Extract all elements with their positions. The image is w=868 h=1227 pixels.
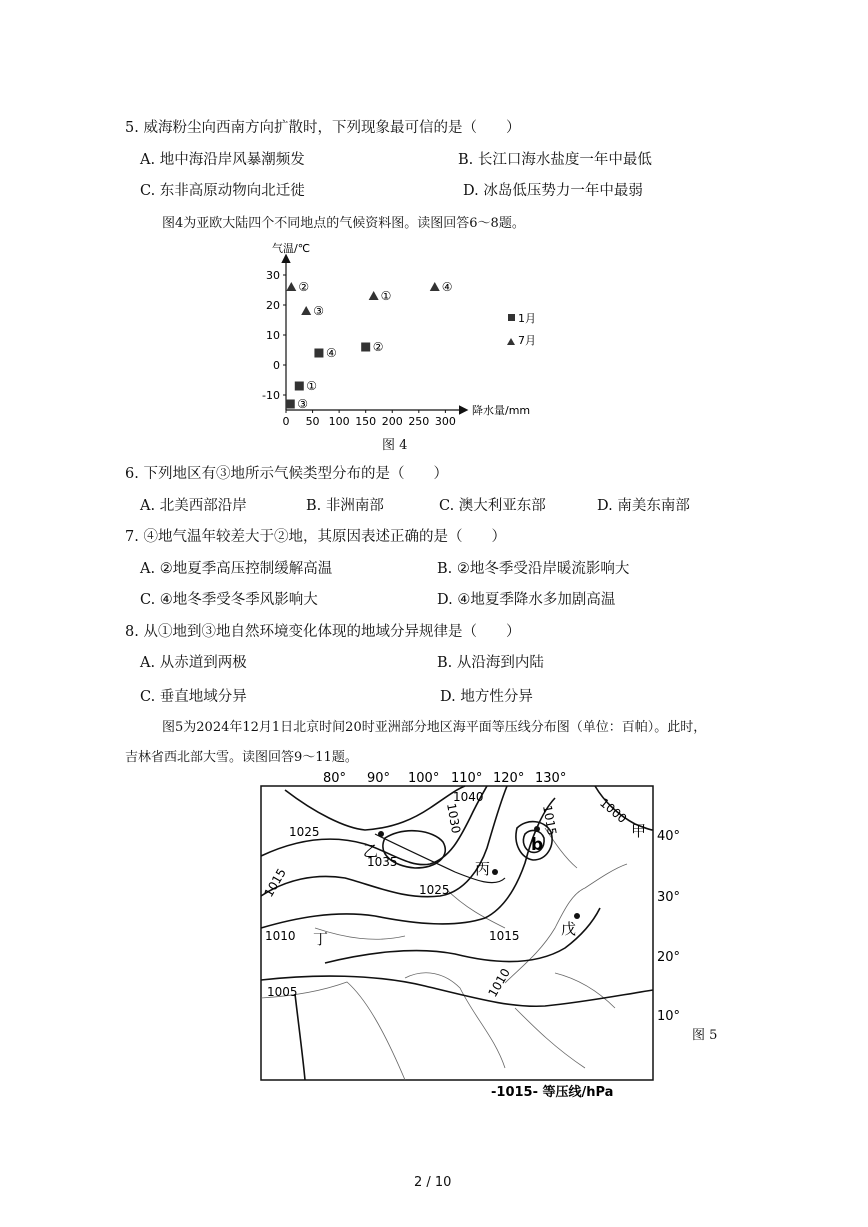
- q8-option-b: B. 从沿海到内陆: [437, 655, 544, 671]
- isobar-map: [255, 768, 681, 1100]
- q6-option-d: D. 南美东南部: [597, 498, 690, 514]
- isobar-label: 1025: [419, 883, 450, 897]
- x-tick-label: 150: [355, 415, 377, 428]
- point-label: ①: [306, 379, 318, 393]
- point-label: ③: [297, 397, 309, 411]
- x-tick-label: 0: [282, 415, 290, 428]
- lat-label: 10°: [657, 1009, 681, 1024]
- lon-label: 120°: [493, 771, 525, 786]
- x-tick-label: 250: [408, 415, 430, 428]
- point-label: ④: [441, 280, 453, 294]
- x-tick-label: 300: [434, 415, 456, 428]
- lat-label: 20°: [657, 950, 681, 965]
- jan-point: [295, 382, 304, 391]
- point-label: ②: [372, 340, 384, 354]
- q7-option-d: D. ④地夏季降水多加剧高温: [437, 592, 616, 608]
- q8-option-c: C. 垂直地域分异: [140, 689, 247, 705]
- jul-point: [286, 282, 296, 291]
- page-number: 2 / 10: [414, 1175, 452, 1190]
- q8-option-a: A. 从赤道到两极: [140, 655, 247, 671]
- q5-option-d: D. 冰岛低压势力一年中最弱: [463, 183, 643, 199]
- q5-option-b: B. 长江口海水盐度一年中最低: [458, 152, 652, 168]
- q5-option-a: A. 地中海沿岸风暴潮频发: [140, 152, 305, 168]
- jul-point: [301, 306, 311, 315]
- isobar-label: 1010: [265, 929, 296, 943]
- q7-option-c: C. ④地冬季受冬季风影响大: [140, 592, 318, 608]
- legend-jan-label: 1月: [518, 312, 536, 325]
- lon-label: 90°: [367, 771, 391, 786]
- q5-option-c: C. 东非高原动物向北迁徙: [140, 183, 305, 199]
- legend-jan-marker: [508, 314, 515, 321]
- q6-stem: 6. 下列地区有③地所示气候类型分布的是（ ）: [125, 466, 448, 482]
- point-marker: [534, 826, 540, 832]
- y-tick-label: 20: [266, 299, 280, 312]
- map-legend: -1015- 等压线/hPa: [491, 1085, 614, 1100]
- point-label: ③: [313, 304, 324, 318]
- isobar-label: 1035: [367, 855, 398, 869]
- place-label-ding: 丁: [313, 930, 329, 948]
- jul-point: [430, 282, 440, 291]
- point-marker: [492, 869, 498, 875]
- lat-label: 40°: [657, 829, 681, 844]
- lon-label: 110°: [451, 771, 483, 786]
- x-tick-label: 200: [381, 415, 403, 428]
- x-tick-label: 50: [305, 415, 320, 428]
- fig5-caption: 图 5: [692, 1028, 718, 1043]
- low-pressure-label: b: [531, 835, 544, 855]
- q7-stem: 7. ④地气温年较差大于②地，其原因表述正确的是（ ）: [125, 529, 506, 545]
- q6-option-c: C. 澳大利亚东部: [439, 498, 546, 514]
- place-label-wu: 戊: [561, 920, 577, 938]
- q7-option-b: B. ②地冬季受沿岸暖流影响大: [437, 561, 630, 577]
- point-label: ②: [298, 280, 310, 294]
- isobar-label: 1015: [489, 929, 520, 943]
- point-label: ④: [325, 346, 337, 360]
- q6-option-b: B. 非洲南部: [306, 498, 384, 514]
- point-marker: [574, 913, 580, 919]
- isobar-label: 1000: [597, 795, 630, 826]
- isobar-label: 1010: [485, 966, 513, 1000]
- chart-legend: [507, 312, 536, 347]
- q7-option-a: A. ②地夏季高压控制缓解高温: [140, 561, 333, 577]
- lon-label: 80°: [323, 771, 347, 786]
- place-label-yi: 乙: [363, 842, 379, 860]
- intro-fig5-line2: 吉林省西北部大雪。读图回答9～11题。: [125, 750, 358, 765]
- isobar-label: 1005: [267, 985, 298, 999]
- jul-point: [369, 291, 379, 300]
- fig4-caption: 图 4: [382, 438, 408, 453]
- lon-label: 100°: [408, 771, 440, 786]
- legend-jul-label: 7月: [518, 334, 536, 347]
- jan-point: [361, 343, 370, 352]
- y-tick-label: 30: [266, 269, 280, 282]
- place-label-bing: 丙: [475, 860, 491, 878]
- y-tick-label: 10: [266, 329, 280, 342]
- isobar-label: 1040: [453, 790, 484, 804]
- lat-label: 30°: [657, 890, 681, 905]
- jan-point: [314, 349, 323, 358]
- q5-stem: 5. 威海粉尘向西南方向扩散时，下列现象最可信的是（ ）: [125, 120, 521, 136]
- lon-label: 130°: [535, 771, 567, 786]
- intro-fig5-line1: 图5为2024年12月1日北京时间20时亚洲部分地区海平面等压线分布图（单位：百帕）。此时，: [162, 720, 707, 735]
- point-marker: [378, 831, 384, 837]
- climate-scatter-chart: [256, 238, 536, 453]
- q8-option-d: D. 地方性分异: [440, 689, 533, 705]
- isobar-label: 1015: [261, 866, 289, 900]
- q8-stem: 8. 从①地到③地自然环境变化体现的地域分异规律是（ ）: [125, 624, 521, 640]
- legend-jul-marker: [507, 338, 515, 345]
- isobar-label: 1025: [289, 825, 320, 839]
- point-label: ①: [380, 289, 392, 303]
- y-tick-label: -10: [262, 389, 280, 402]
- place-label-jia: 甲: [631, 822, 647, 840]
- isobar-label: 1015: [540, 804, 560, 837]
- x-axis-title: 降水量/mm: [472, 404, 531, 417]
- y-axis-title: 气温/℃: [272, 242, 311, 255]
- x-tick-label: 100: [328, 415, 350, 428]
- y-tick-label: 0: [273, 359, 280, 372]
- q6-option-a: A. 北美西部沿岸: [140, 498, 247, 514]
- jan-point: [286, 400, 295, 409]
- intro-fig4: 图4为亚欧大陆四个不同地点的气候资料图。读图回答6～8题。: [162, 216, 525, 231]
- isobar-label: 1030: [444, 802, 464, 835]
